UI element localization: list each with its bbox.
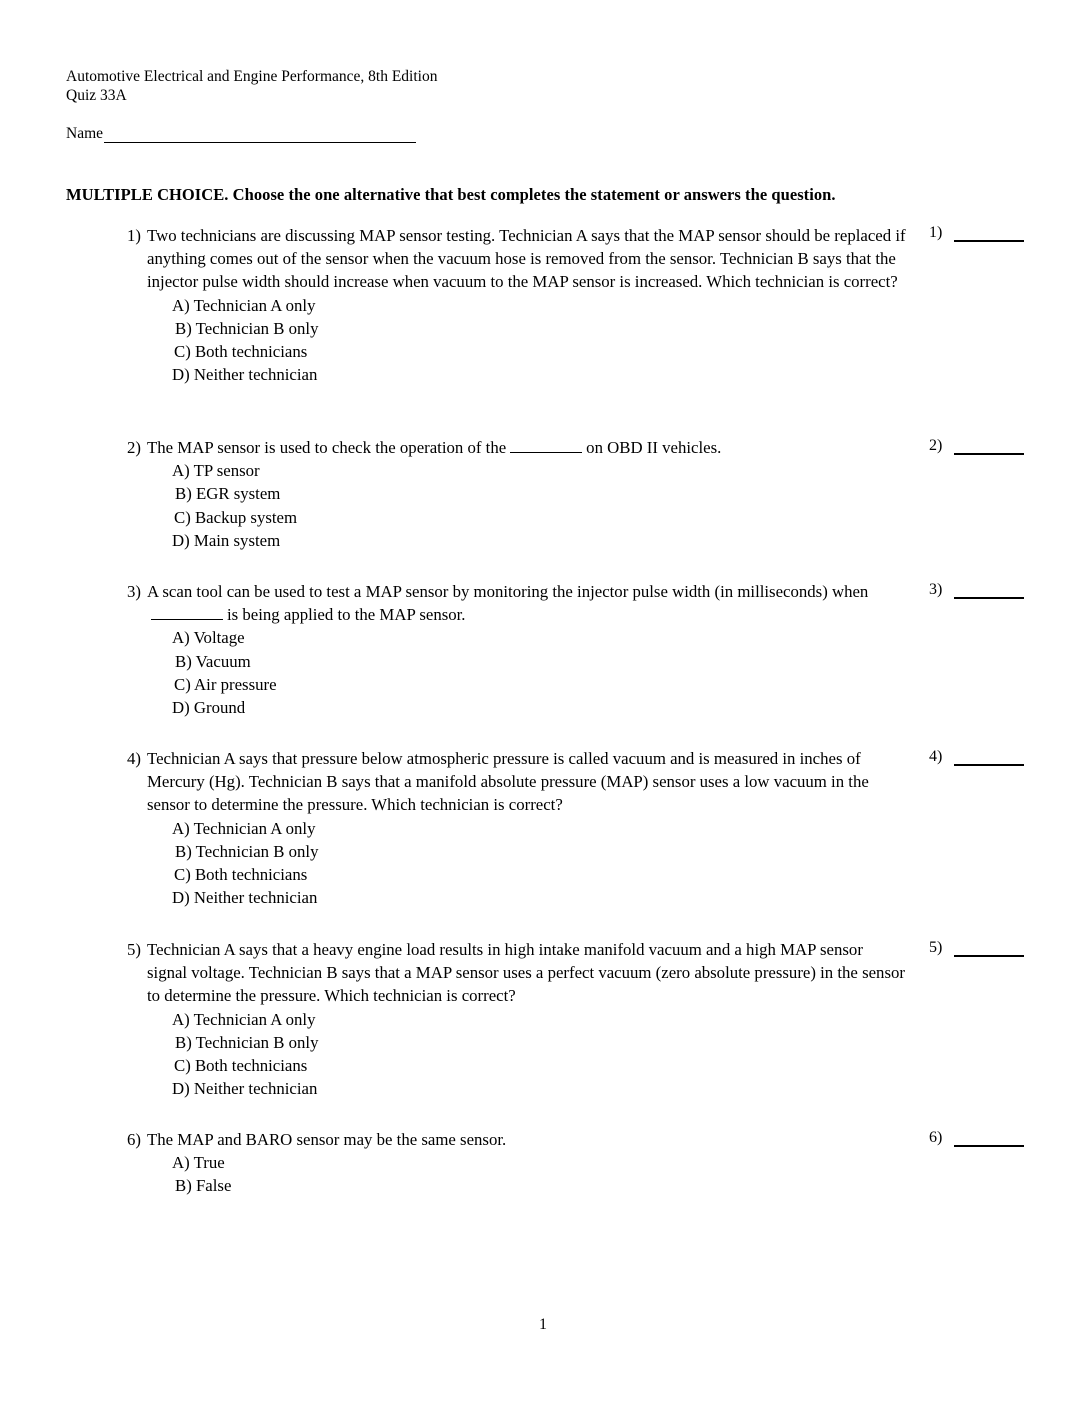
option-c[interactable]: C) Backup system xyxy=(174,507,298,527)
options-list xyxy=(172,294,907,387)
option-a[interactable]: A) True xyxy=(172,1153,225,1173)
option-a[interactable]: A) Technician A only xyxy=(172,818,316,838)
question-stem: Technician A says that a heavy engine load results in high intake manifold vacuum and a high MAP sensor signal voltage. Technician B says that a MAP sensor uses a perfect vacuum (zero absolute pressure) in the sensor to determine the pressure. Which technician is correct? xyxy=(147,940,905,1006)
answer-blank-line[interactable] xyxy=(954,748,1024,766)
question-6 xyxy=(127,1128,907,1198)
fill-in-blank xyxy=(151,605,223,620)
document-header xyxy=(66,67,437,105)
option-b[interactable]: B) Technician B only xyxy=(175,318,319,338)
option-a[interactable]: A) Technician A only xyxy=(172,295,316,315)
question-number: 1) xyxy=(127,226,141,245)
question-number: 5) xyxy=(127,940,141,959)
course-title: Automotive Electrical and Engine Performance, 8th Edition xyxy=(66,68,438,85)
instructions: MULTIPLE CHOICE. Choose the one alternative that best completes the statement or answers the question. xyxy=(66,185,836,204)
question-number: 2) xyxy=(127,438,141,457)
page-number: 1 xyxy=(539,1316,547,1333)
option-c[interactable]: C) Air pressure xyxy=(174,674,277,694)
question-stem-before: A scan tool can be used to test a MAP sensor by monitoring the injector pulse width (in milliseconds) when xyxy=(147,582,869,601)
answer-blank-line[interactable] xyxy=(954,939,1024,957)
answer-label: 2) xyxy=(929,437,943,454)
option-d[interactable]: D) Neither technician xyxy=(172,1079,318,1099)
answer-label: 1) xyxy=(929,224,943,241)
option-c[interactable]: C) Both technicians xyxy=(174,1055,308,1075)
question-text xyxy=(127,436,907,459)
answer-slot-4 xyxy=(929,748,1024,766)
answer-slot-1 xyxy=(929,224,1024,242)
options-list xyxy=(172,459,907,552)
question-number: 6) xyxy=(127,1130,141,1149)
option-d[interactable]: D) Main system xyxy=(172,530,281,550)
quiz-title: Quiz 33A xyxy=(66,87,127,104)
option-a[interactable]: A) Voltage xyxy=(172,628,245,648)
question-stem-after: on OBD II vehicles. xyxy=(586,438,722,457)
options-list xyxy=(172,1151,907,1197)
option-d[interactable]: D) Ground xyxy=(172,697,246,717)
option-c[interactable]: C) Both technicians xyxy=(174,864,308,884)
question-stem-before: The MAP sensor is used to check the operation of the xyxy=(147,438,507,457)
answer-label: 6) xyxy=(929,1129,943,1146)
question-3 xyxy=(127,580,907,719)
options-list xyxy=(172,626,907,719)
question-number: 3) xyxy=(127,582,141,601)
option-b[interactable]: B) Technician B only xyxy=(175,841,319,861)
answer-slot-2 xyxy=(929,437,1024,455)
option-b[interactable]: B) EGR system xyxy=(175,484,281,504)
question-stem: The MAP and BARO sensor may be the same sensor. xyxy=(147,1130,507,1149)
question-1 xyxy=(127,224,907,386)
answer-blank-line[interactable] xyxy=(954,1129,1024,1147)
answer-slot-3 xyxy=(929,581,1024,599)
option-c[interactable]: C) Both technicians xyxy=(174,341,308,361)
question-number: 4) xyxy=(127,749,141,768)
options-list xyxy=(172,1008,907,1101)
question-text xyxy=(127,938,907,1008)
answer-blank-line[interactable] xyxy=(954,224,1024,242)
options-list xyxy=(172,817,907,910)
option-b[interactable]: B) Vacuum xyxy=(175,651,251,671)
answer-label: 3) xyxy=(929,581,943,598)
option-a[interactable]: A) Technician A only xyxy=(172,1009,316,1029)
question-4 xyxy=(127,747,907,909)
name-blank-line[interactable] xyxy=(104,125,416,143)
option-b[interactable]: B) False xyxy=(175,1176,232,1196)
question-stem-after: is being applied to the MAP sensor. xyxy=(227,605,466,625)
answer-label: 4) xyxy=(929,748,943,765)
question-2 xyxy=(127,436,907,552)
answer-blank-line[interactable] xyxy=(954,581,1024,599)
fill-in-blank xyxy=(510,438,582,453)
question-text xyxy=(127,747,907,817)
question-text xyxy=(127,224,907,294)
question-stem: Two technicians are discussing MAP sensor testing. Technician A says that the MAP sensor should be replaced if anything comes out of the sensor when the vacuum hose is removed from the sensor. Technician B says that the injector pulse width should increase when vacuum to the MAP sensor is increased. Which technician is correct? xyxy=(147,226,906,292)
question-text xyxy=(127,580,907,626)
name-field-row xyxy=(66,125,416,143)
option-d[interactable]: D) Neither technician xyxy=(172,365,318,385)
answer-slot-5 xyxy=(929,939,1024,957)
name-label: Name xyxy=(66,125,104,142)
question-stem: Technician A says that pressure below atmospheric pressure is called vacuum and is measured in inches of Mercury (Hg). Technician B says that a manifold absolute pressure (MAP) sensor uses a low vacuum in the sensor to determine the pressure. Which technician is correct? xyxy=(147,749,869,815)
question-text xyxy=(127,1128,907,1151)
answer-blank-line[interactable] xyxy=(954,437,1024,455)
option-b[interactable]: B) Technician B only xyxy=(175,1032,319,1052)
answer-label: 5) xyxy=(929,939,943,956)
question-5 xyxy=(127,938,907,1100)
option-a[interactable]: A) TP sensor xyxy=(172,461,260,481)
option-d[interactable]: D) Neither technician xyxy=(172,888,318,908)
answer-slot-6 xyxy=(929,1129,1024,1147)
